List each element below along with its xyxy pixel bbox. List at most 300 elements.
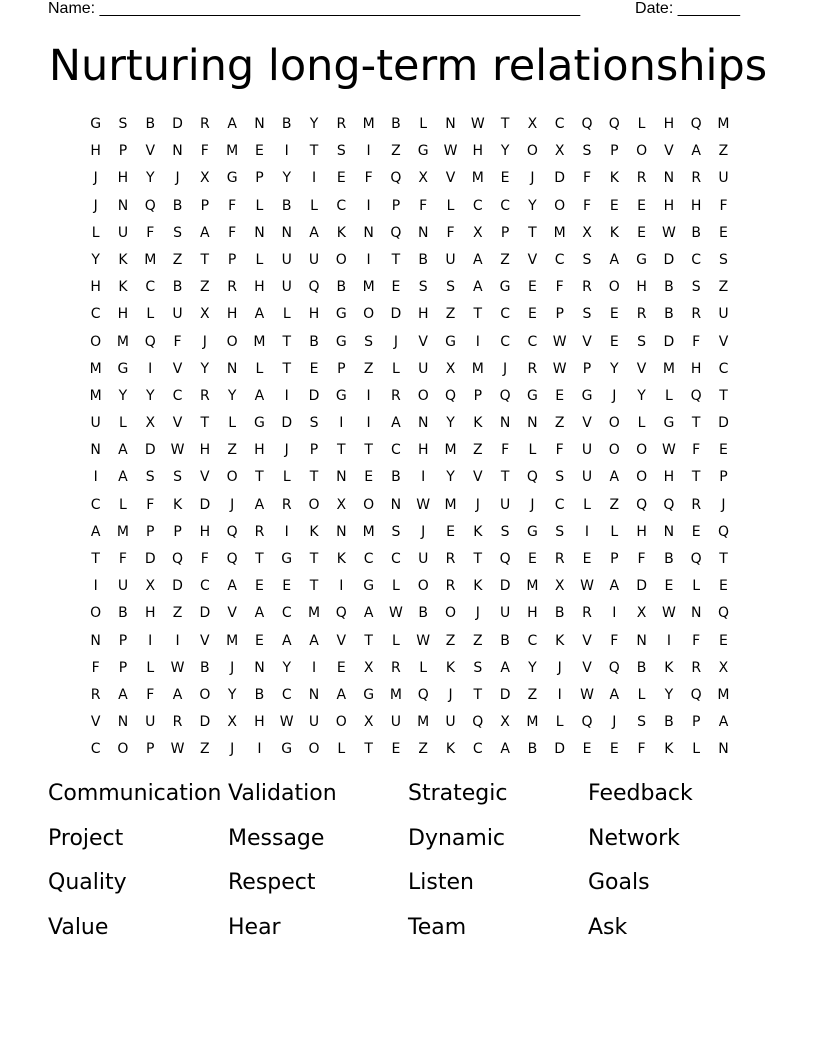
grid-letter[interactable]: U <box>145 714 156 731</box>
grid-letter[interactable]: R <box>691 496 702 513</box>
grid-letter[interactable]: N <box>226 360 238 377</box>
grid-letter[interactable]: Q <box>690 116 702 132</box>
grid-letter[interactable]: H <box>254 442 265 459</box>
grid-letter[interactable]: L <box>637 686 646 703</box>
grid-letter[interactable]: A <box>609 251 620 268</box>
grid-letter[interactable]: D <box>554 741 566 758</box>
grid-letter[interactable]: C <box>554 116 565 132</box>
grid-letter[interactable]: O <box>444 605 457 622</box>
grid-letter[interactable]: O <box>608 442 620 459</box>
grid-letter[interactable]: A <box>691 143 701 160</box>
grid-letter[interactable]: Q <box>417 686 429 703</box>
grid-letter[interactable]: R <box>582 279 592 296</box>
grid-letter[interactable]: M <box>717 116 730 132</box>
grid-letter[interactable]: I <box>475 333 480 350</box>
grid-letter[interactable]: A <box>254 306 265 323</box>
grid-letter[interactable]: F <box>610 632 619 649</box>
grid-letter[interactable]: O <box>417 578 429 595</box>
grid-letter[interactable]: W <box>416 632 431 649</box>
grid-letter[interactable]: Y <box>446 469 455 486</box>
grid-letter[interactable]: U <box>308 714 320 731</box>
grid-letter[interactable]: O <box>636 442 648 459</box>
grid-letter[interactable]: C <box>281 686 292 703</box>
grid-letter[interactable]: S <box>446 279 455 296</box>
grid-letter[interactable]: Y <box>227 686 237 703</box>
grid-letter[interactable]: X <box>363 659 374 676</box>
grid-letter[interactable]: C <box>554 251 565 268</box>
grid-letter[interactable]: W <box>416 496 431 513</box>
grid-letter[interactable]: O <box>308 496 320 513</box>
grid-letter[interactable]: K <box>336 224 346 241</box>
grid-letter[interactable]: Z <box>473 632 483 649</box>
grid-letter[interactable]: Z <box>227 442 237 459</box>
grid-letter[interactable]: T <box>282 360 291 377</box>
grid-letter[interactable]: F <box>446 224 455 241</box>
grid-letter[interactable]: R <box>636 306 647 323</box>
grid-letter[interactable]: A <box>118 442 128 459</box>
grid-letter[interactable]: E <box>527 551 537 567</box>
grid-letter[interactable]: J <box>202 333 207 350</box>
grid-letter[interactable]: T <box>691 469 701 486</box>
grid-letter[interactable]: A <box>363 605 374 622</box>
grid-letter[interactable]: F <box>173 333 182 350</box>
grid-letter[interactable]: L <box>119 415 127 432</box>
grid-letter[interactable]: R <box>527 360 538 377</box>
grid-letter[interactable]: O <box>608 279 620 296</box>
grid-letter[interactable]: T <box>500 469 510 486</box>
grid-letter[interactable]: C <box>199 578 210 595</box>
grid-letter[interactable]: X <box>554 578 565 595</box>
grid-letter[interactable]: L <box>146 306 155 323</box>
grid-letter[interactable]: Z <box>418 741 428 758</box>
grid-letter[interactable]: B <box>664 714 674 731</box>
grid-letter[interactable]: L <box>528 442 537 459</box>
grid-letter[interactable]: N <box>527 415 538 432</box>
grid-letter[interactable]: A <box>90 523 101 540</box>
grid-letter[interactable]: H <box>663 116 675 132</box>
grid-letter[interactable]: L <box>392 578 400 595</box>
grid-letter[interactable]: N <box>254 224 265 241</box>
grid-letter[interactable]: D <box>172 116 183 132</box>
grid-letter[interactable]: T <box>473 306 483 323</box>
grid-letter[interactable]: F <box>555 279 564 296</box>
grid-letter[interactable]: S <box>555 469 565 486</box>
grid-letter[interactable]: I <box>339 578 344 595</box>
grid-letter[interactable]: O <box>554 197 566 214</box>
grid-letter[interactable]: V <box>636 360 647 377</box>
grid-letter[interactable]: L <box>692 578 701 595</box>
grid-letter[interactable]: Q <box>581 714 593 731</box>
grid-letter[interactable]: Z <box>445 632 456 649</box>
grid-letter[interactable]: P <box>391 197 401 214</box>
grid-letter[interactable]: R <box>636 170 647 187</box>
grid-letter[interactable]: Q <box>717 523 729 540</box>
grid-letter[interactable]: G <box>636 251 648 268</box>
grid-letter[interactable]: L <box>119 496 127 513</box>
grid-letter[interactable]: F <box>200 143 209 160</box>
grid-letter[interactable]: X <box>336 496 347 513</box>
grid-letter[interactable]: U <box>718 170 729 187</box>
grid-letter[interactable]: R <box>391 659 401 676</box>
grid-letter[interactable]: H <box>527 605 538 622</box>
grid-letter[interactable]: G <box>581 387 593 404</box>
grid-letter[interactable]: C <box>691 251 702 268</box>
grid-letter[interactable]: Q <box>226 551 238 567</box>
grid-letter[interactable]: L <box>255 197 264 214</box>
grid-letter[interactable]: U <box>172 306 183 323</box>
grid-letter[interactable]: V <box>90 714 101 731</box>
grid-letter[interactable]: C <box>336 197 347 214</box>
grid-letter[interactable]: R <box>281 496 292 513</box>
grid-letter[interactable]: P <box>719 469 728 486</box>
grid-letter[interactable]: J <box>230 496 235 513</box>
grid-letter[interactable]: S <box>637 333 647 350</box>
grid-letter[interactable]: H <box>90 143 101 160</box>
grid-letter[interactable]: S <box>118 116 128 132</box>
grid-letter[interactable]: A <box>200 224 210 241</box>
grid-letter[interactable]: H <box>254 714 265 731</box>
grid-letter[interactable]: P <box>337 360 346 377</box>
grid-letter[interactable]: I <box>148 632 153 649</box>
grid-letter[interactable]: J <box>475 605 480 622</box>
grid-letter[interactable]: P <box>146 523 155 540</box>
grid-letter[interactable]: K <box>172 496 183 513</box>
grid-letter[interactable]: M <box>89 360 102 377</box>
grid-letter[interactable]: P <box>118 632 128 649</box>
grid-letter[interactable]: E <box>582 741 592 758</box>
grid-letter[interactable]: L <box>282 306 291 323</box>
grid-letter[interactable]: Y <box>200 360 210 377</box>
grid-letter[interactable]: X <box>636 605 647 622</box>
grid-letter[interactable]: D <box>144 442 156 459</box>
grid-letter[interactable]: W <box>552 360 567 377</box>
grid-letter[interactable]: W <box>580 686 594 703</box>
grid-letter[interactable]: J <box>393 333 398 350</box>
grid-letter[interactable]: C <box>391 551 401 567</box>
grid-letter[interactable]: D <box>172 578 183 595</box>
grid-letter[interactable]: N <box>336 523 347 540</box>
grid-letter[interactable]: T <box>500 116 510 132</box>
grid-letter[interactable]: Y <box>91 251 100 268</box>
grid-letter[interactable]: P <box>309 442 319 459</box>
grid-letter[interactable]: M <box>526 714 539 731</box>
grid-letter[interactable]: X <box>473 224 483 241</box>
grid-letter[interactable]: E <box>527 279 537 296</box>
grid-letter[interactable]: F <box>501 442 510 459</box>
grid-letter[interactable]: F <box>419 197 428 214</box>
grid-letter[interactable]: L <box>692 741 701 758</box>
grid-letter[interactable]: P <box>227 251 237 268</box>
grid-letter[interactable]: Q <box>608 116 620 132</box>
grid-letter[interactable]: P <box>555 306 564 323</box>
grid-letter[interactable]: V <box>200 632 210 649</box>
grid-letter[interactable]: I <box>93 578 98 595</box>
grid-letter[interactable]: G <box>226 170 238 187</box>
grid-letter[interactable]: C <box>90 306 101 323</box>
grid-letter[interactable]: D <box>663 333 675 350</box>
grid-letter[interactable]: F <box>364 170 373 187</box>
grid-letter[interactable]: G <box>526 387 538 404</box>
grid-letter[interactable]: M <box>116 523 129 540</box>
grid-letter[interactable]: F <box>582 197 592 214</box>
grid-letter[interactable]: Q <box>308 279 320 296</box>
grid-letter[interactable]: P <box>118 143 128 160</box>
grid-letter[interactable]: S <box>418 279 428 296</box>
grid-letter[interactable]: E <box>364 469 374 486</box>
grid-letter[interactable]: A <box>609 578 620 595</box>
grid-letter[interactable]: P <box>582 360 592 377</box>
grid-letter[interactable]: U <box>117 578 129 595</box>
grid-letter[interactable]: U <box>499 605 511 622</box>
grid-letter[interactable]: V <box>336 632 347 649</box>
grid-letter[interactable]: C <box>363 551 374 567</box>
grid-letter[interactable]: O <box>636 143 648 160</box>
grid-letter[interactable]: X <box>363 714 374 731</box>
grid-letter[interactable]: V <box>718 333 729 350</box>
grid-letter[interactable]: T <box>282 333 291 350</box>
grid-letter[interactable]: E <box>282 578 292 595</box>
grid-letter[interactable]: F <box>637 741 646 758</box>
grid-letter[interactable]: J <box>530 496 535 513</box>
grid-letter[interactable]: E <box>664 578 674 595</box>
grid-letter[interactable]: E <box>637 224 647 241</box>
grid-letter[interactable]: J <box>230 659 235 676</box>
grid-letter[interactable]: I <box>366 251 371 268</box>
grid-letter[interactable]: Z <box>609 496 620 513</box>
grid-letter[interactable]: O <box>636 469 648 486</box>
grid-letter[interactable]: V <box>227 605 237 622</box>
grid-letter[interactable]: G <box>335 333 347 350</box>
grid-letter[interactable]: Q <box>526 469 538 486</box>
grid-letter[interactable]: N <box>254 116 265 132</box>
grid-letter[interactable]: A <box>281 632 292 649</box>
grid-letter[interactable]: N <box>417 224 429 241</box>
grid-letter[interactable]: A <box>254 387 265 404</box>
grid-letter[interactable]: O <box>335 714 347 731</box>
grid-letter[interactable]: R <box>90 686 101 703</box>
grid-letter[interactable]: Q <box>444 387 457 404</box>
grid-letter[interactable]: Y <box>637 387 646 404</box>
grid-letter[interactable]: U <box>308 251 320 268</box>
grid-letter[interactable]: E <box>719 578 728 595</box>
grid-letter[interactable]: E <box>446 523 455 540</box>
grid-letter[interactable]: M <box>444 442 457 459</box>
grid-letter[interactable]: Q <box>144 197 156 214</box>
grid-letter[interactable]: C <box>472 741 483 758</box>
grid-letter[interactable]: D <box>663 251 675 268</box>
grid-letter[interactable]: O <box>90 605 102 622</box>
grid-letter[interactable]: M <box>444 496 457 513</box>
grid-letter[interactable]: P <box>173 523 182 540</box>
grid-letter[interactable]: H <box>144 605 156 622</box>
grid-letter[interactable]: E <box>609 333 619 350</box>
grid-letter[interactable]: Q <box>472 714 484 731</box>
grid-letter[interactable]: J <box>175 170 180 187</box>
grid-letter[interactable]: Z <box>718 279 729 296</box>
grid-letter[interactable]: D <box>308 387 320 404</box>
grid-letter[interactable]: E <box>527 306 537 323</box>
grid-letter[interactable]: G <box>445 333 456 350</box>
grid-letter[interactable]: C <box>90 496 101 513</box>
grid-letter[interactable]: V <box>172 415 183 432</box>
grid-letter[interactable]: C <box>500 333 510 350</box>
grid-letter[interactable]: R <box>254 523 265 540</box>
grid-letter[interactable]: H <box>472 143 484 160</box>
grid-letter[interactable]: V <box>582 333 592 350</box>
grid-letter[interactable]: I <box>366 415 371 432</box>
grid-letter[interactable]: U <box>581 469 593 486</box>
grid-letter[interactable]: I <box>284 387 289 404</box>
grid-letter[interactable]: M <box>662 360 675 377</box>
grid-letter[interactable]: L <box>337 741 346 758</box>
grid-letter[interactable]: R <box>199 387 210 404</box>
grid-letter[interactable]: B <box>500 632 510 649</box>
grid-letter[interactable]: X <box>500 714 510 731</box>
grid-letter[interactable]: D <box>390 306 402 323</box>
grid-letter[interactable]: K <box>609 224 619 241</box>
grid-letter[interactable]: M <box>717 686 730 703</box>
grid-letter[interactable]: A <box>391 415 401 432</box>
grid-letter[interactable]: M <box>362 279 375 296</box>
grid-letter[interactable]: K <box>309 523 319 540</box>
grid-letter[interactable]: Z <box>200 741 210 758</box>
grid-letter[interactable]: A <box>309 224 319 241</box>
grid-letter[interactable]: E <box>609 197 619 214</box>
grid-letter[interactable]: T <box>691 415 701 432</box>
grid-letter[interactable]: Q <box>690 387 702 404</box>
grid-letter[interactable]: F <box>555 442 564 459</box>
grid-letter[interactable]: R <box>582 605 592 622</box>
grid-letter[interactable]: C <box>391 442 401 459</box>
grid-letter[interactable]: H <box>417 306 429 323</box>
grid-letter[interactable]: C <box>145 279 156 296</box>
grid-letter[interactable]: Y <box>118 387 128 404</box>
grid-letter[interactable]: K <box>473 578 483 595</box>
grid-letter[interactable]: I <box>284 143 289 160</box>
grid-letter[interactable]: E <box>500 170 510 187</box>
grid-letter[interactable]: T <box>364 741 373 758</box>
grid-letter[interactable]: T <box>473 551 483 567</box>
grid-letter[interactable]: R <box>199 116 210 132</box>
grid-letter[interactable]: N <box>254 659 265 676</box>
grid-letter[interactable]: X <box>200 170 210 187</box>
grid-letter[interactable]: M <box>526 578 539 595</box>
grid-letter[interactable]: H <box>308 306 320 323</box>
grid-letter[interactable]: Q <box>226 523 238 540</box>
grid-letter[interactable]: Q <box>144 333 156 350</box>
grid-letter[interactable]: Q <box>335 605 347 622</box>
grid-letter[interactable]: V <box>582 632 592 649</box>
grid-letter[interactable]: I <box>257 741 262 758</box>
grid-letter[interactable]: O <box>90 333 102 350</box>
grid-letter[interactable]: E <box>719 442 728 459</box>
grid-letter[interactable]: B <box>309 333 319 350</box>
grid-letter[interactable]: L <box>228 415 237 432</box>
grid-letter[interactable]: J <box>721 496 726 513</box>
grid-letter[interactable]: B <box>418 251 429 268</box>
grid-letter[interactable]: I <box>612 605 617 622</box>
grid-letter[interactable]: L <box>255 251 264 268</box>
grid-letter[interactable]: B <box>118 605 128 622</box>
grid-letter[interactable]: I <box>666 632 671 649</box>
grid-letter[interactable]: R <box>172 714 183 731</box>
grid-letter[interactable]: G <box>281 551 293 567</box>
grid-letter[interactable]: O <box>117 741 129 758</box>
grid-letter[interactable]: U <box>281 279 292 296</box>
grid-letter[interactable]: L <box>664 387 673 404</box>
grid-letter[interactable]: R <box>445 578 456 595</box>
grid-letter[interactable]: L <box>255 360 264 377</box>
grid-letter[interactable]: X <box>200 306 210 323</box>
grid-letter[interactable]: S <box>364 333 374 350</box>
grid-letter[interactable]: J <box>475 496 480 513</box>
grid-letter[interactable]: P <box>473 387 483 404</box>
grid-letter[interactable]: S <box>637 714 647 731</box>
grid-letter[interactable]: U <box>117 224 129 241</box>
grid-letter[interactable]: L <box>637 415 646 432</box>
grid-letter[interactable]: U <box>581 442 593 459</box>
grid-letter[interactable]: V <box>145 143 156 160</box>
grid-letter[interactable]: C <box>90 741 101 758</box>
grid-letter[interactable]: I <box>366 143 371 160</box>
grid-letter[interactable]: E <box>637 197 647 214</box>
grid-letter[interactable]: D <box>636 578 647 595</box>
grid-letter[interactable]: T <box>255 551 264 567</box>
grid-letter[interactable]: F <box>692 442 701 459</box>
grid-letter[interactable]: L <box>392 632 400 649</box>
grid-letter[interactable]: J <box>557 659 562 676</box>
grid-letter[interactable]: Z <box>363 360 374 377</box>
grid-letter[interactable]: E <box>391 741 401 758</box>
grid-letter[interactable]: G <box>281 741 293 758</box>
grid-letter[interactable]: T <box>200 415 210 432</box>
grid-letter[interactable]: P <box>146 741 155 758</box>
grid-letter[interactable]: D <box>499 686 511 703</box>
grid-letter[interactable]: P <box>255 170 264 187</box>
grid-letter[interactable]: J <box>230 741 235 758</box>
grid-letter[interactable]: M <box>89 387 102 404</box>
grid-letter[interactable]: W <box>661 605 676 622</box>
grid-letter[interactable]: O <box>226 469 238 486</box>
grid-letter[interactable]: C <box>527 632 538 649</box>
grid-letter[interactable]: A <box>473 279 483 296</box>
grid-letter[interactable]: Y <box>145 170 155 187</box>
grid-letter[interactable]: K <box>473 523 483 540</box>
grid-letter[interactable]: H <box>117 170 129 187</box>
grid-letter[interactable]: D <box>199 714 211 731</box>
grid-letter[interactable]: P <box>200 197 210 214</box>
grid-letter[interactable]: Y <box>500 143 510 160</box>
grid-letter[interactable]: U <box>499 496 511 513</box>
grid-letter[interactable]: H <box>117 306 129 323</box>
grid-letter[interactable]: L <box>146 659 155 676</box>
grid-letter[interactable]: P <box>691 714 701 731</box>
grid-letter[interactable]: F <box>118 551 127 567</box>
grid-letter[interactable]: I <box>93 469 98 486</box>
grid-letter[interactable]: E <box>719 632 728 649</box>
grid-letter[interactable]: C <box>500 306 510 323</box>
grid-letter[interactable]: I <box>584 523 590 540</box>
grid-letter[interactable]: H <box>663 469 675 486</box>
grid-letter[interactable]: Q <box>499 551 511 567</box>
grid-letter[interactable]: G <box>363 578 375 595</box>
grid-letter[interactable]: J <box>93 197 98 214</box>
grid-letter[interactable]: P <box>500 224 510 241</box>
grid-letter[interactable]: M <box>417 714 430 731</box>
grid-letter[interactable]: J <box>503 360 508 377</box>
grid-letter[interactable]: A <box>609 686 620 703</box>
grid-letter[interactable]: H <box>90 279 101 296</box>
